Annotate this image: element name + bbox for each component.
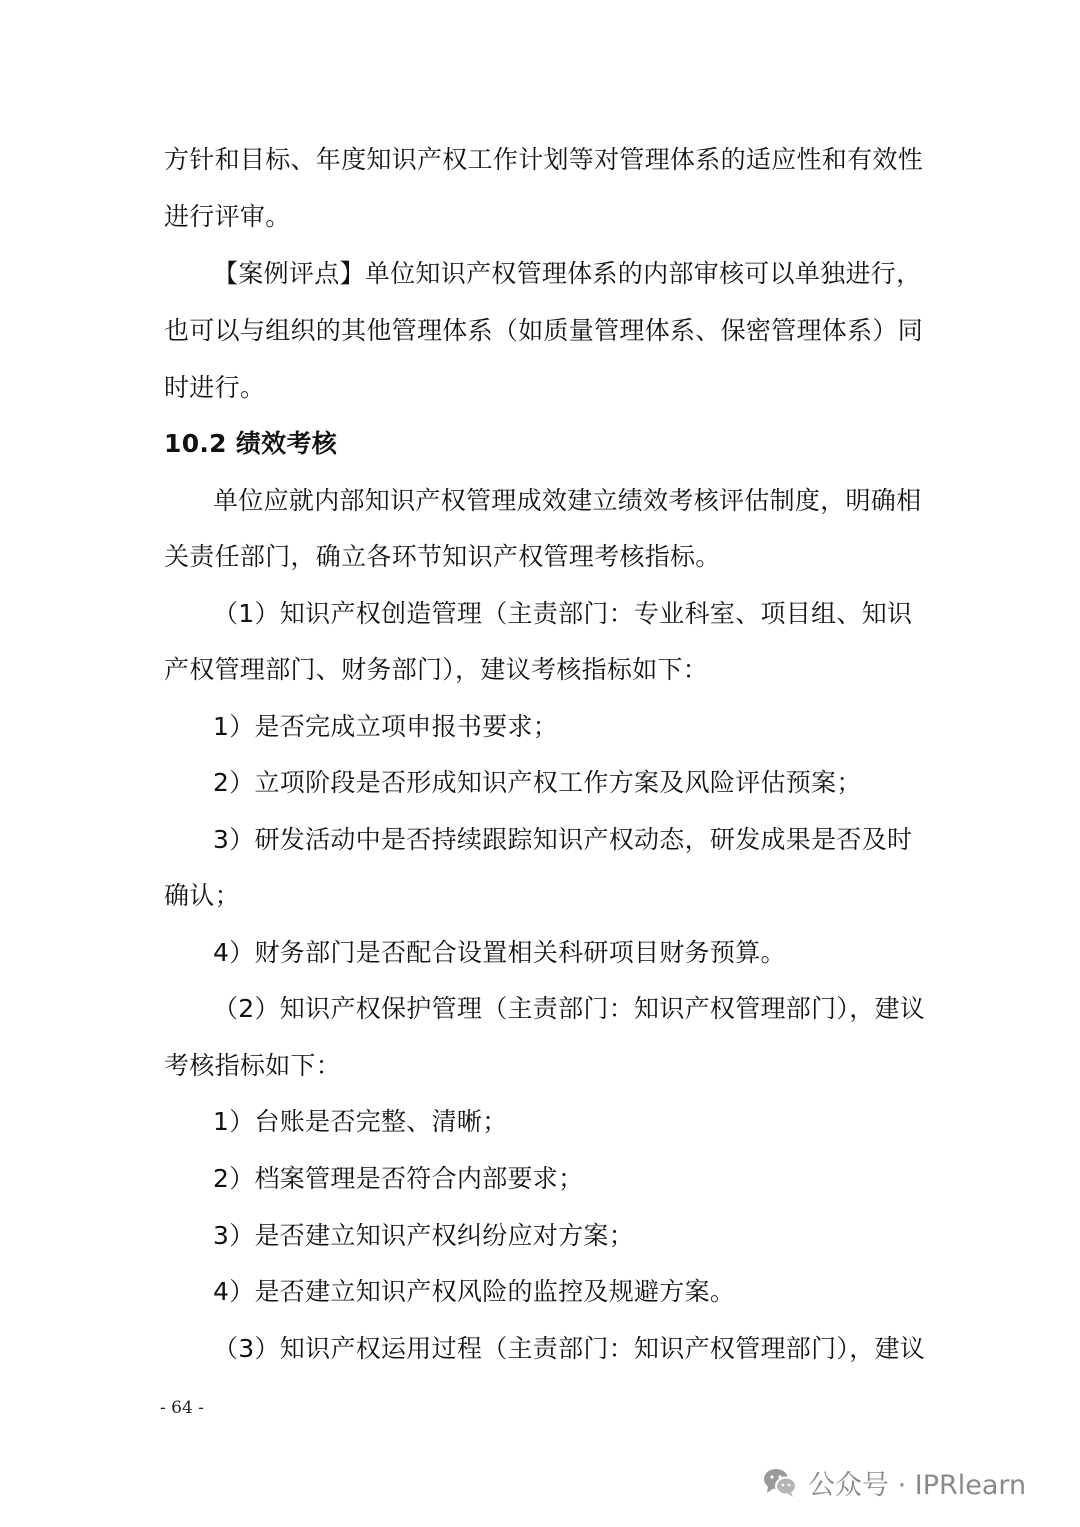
section-heading: 10.2 绩效考核 [164, 429, 338, 458]
paragraph-line: 时进行。 [164, 373, 266, 402]
paragraph-line: 也可以与组织的其他管理体系（如质量管理体系、保密管理体系）同 [164, 316, 924, 345]
list-item: 2）档案管理是否符合内部要求； [213, 1164, 584, 1193]
list-item: 3）研发活动中是否持续跟踪知识产权动态，研发成果是否及时 [213, 825, 913, 854]
list-heading: （2）知识产权保护管理（主责部门：知识产权管理部门），建议 [213, 994, 926, 1023]
wechat-icon [762, 1466, 798, 1498]
list-item: 1）是否完成立项申报书要求； [213, 712, 559, 741]
paragraph-line: 进行评审。 [164, 202, 291, 231]
case-comment-line: 【案例评点】单位知识产权管理体系的内部审核可以单独进行， [213, 259, 922, 288]
paragraph-line: 考核指标如下： [164, 1051, 342, 1080]
list-item: 2）立项阶段是否形成知识产权工作方案及风险评估预案； [213, 768, 862, 797]
list-item: 1）台账是否完整、清晰； [213, 1107, 508, 1136]
paragraph-line: 产权管理部门、财务部门），建议考核指标如下： [164, 655, 709, 684]
page-number: - 64 - [160, 1398, 204, 1418]
watermark-text: 公众号 · IPRlearn [808, 1469, 1027, 1501]
list-item: 4）是否建立知识产权风险的监控及规避方案。 [213, 1277, 736, 1306]
paragraph-line: 单位应就内部知识产权管理成效建立绩效考核评估制度，明确相 [213, 486, 922, 515]
paragraph-line: 方针和目标、年度知识产权工作计划等对管理体系的适应性和有效性 [164, 145, 924, 174]
list-heading: （1）知识产权创造管理（主责部门：专业科室、项目组、知识 [213, 599, 913, 628]
list-item-continuation: 确认； [164, 881, 240, 910]
paragraph-line: 关责任部门，确立各环节知识产权管理考核指标。 [164, 542, 721, 571]
list-item: 4）财务部门是否配合设置相关科研项目财务预算。 [213, 938, 786, 967]
list-heading: （3）知识产权运用过程（主责部门：知识产权管理部门），建议 [213, 1334, 926, 1363]
list-item: 3）是否建立知识产权纠纷应对方案； [213, 1221, 635, 1250]
watermark [762, 1460, 1026, 1504]
